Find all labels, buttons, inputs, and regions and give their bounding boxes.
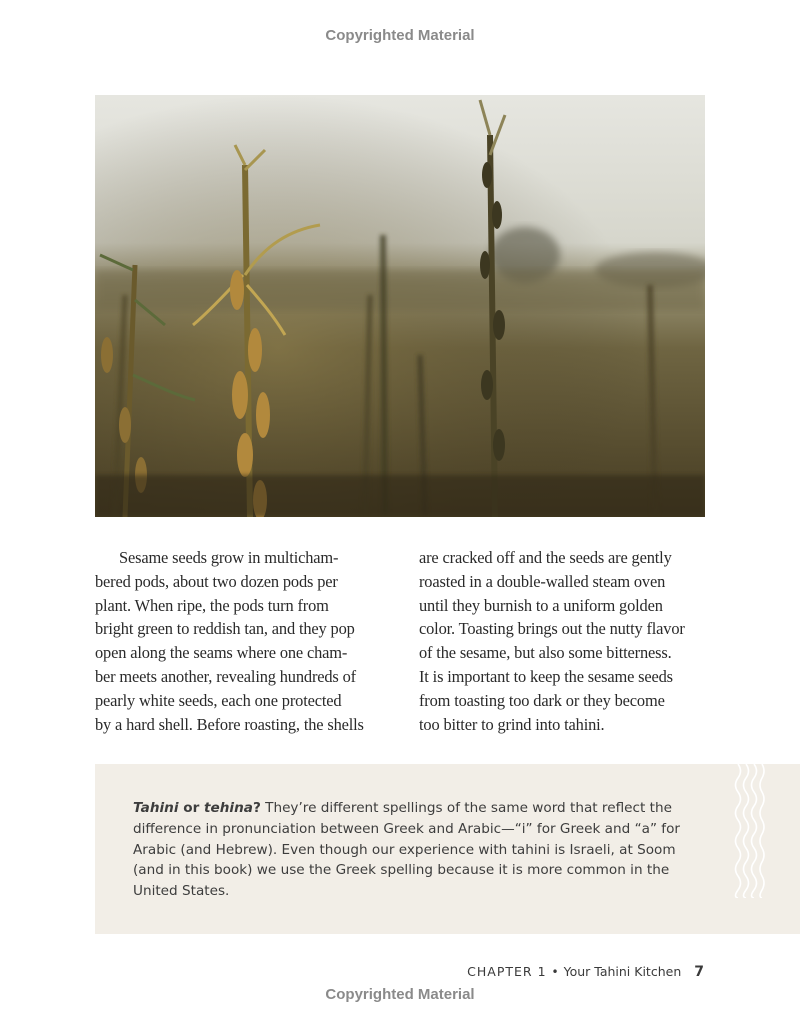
footer-chapter: CHAPTER 1: [467, 964, 547, 979]
body-line: too bitter to grind into tahini.: [419, 714, 605, 734]
body-line: bered pods, about two dozen pods per: [95, 571, 338, 591]
sidebar-term-tehina: tehina: [204, 800, 253, 816]
sidebar-or: or: [178, 800, 205, 816]
sidebar-text: [133, 798, 733, 902]
page-footer: [467, 961, 704, 980]
watermark-bottom: Copyrighted Material: [325, 986, 475, 1003]
sidebar-line: Arabic (and Hebrew). Even though our experience with tahini is Israeli, at Soom: [133, 841, 676, 858]
body-line: color. Toasting brings out the nutty flavor: [419, 619, 685, 639]
sidebar-question-mark: ?: [252, 800, 261, 816]
body-line: ber meets another, revealing hundreds of: [95, 666, 356, 686]
footer-separator: •: [551, 965, 559, 979]
body-line: plant. When ripe, the pods turn from: [95, 595, 329, 615]
body-text-right-column: [419, 546, 701, 736]
wave-lines-icon: [734, 764, 766, 898]
sidebar-line: (and in this book) we use the Greek spelling because it is more common in the: [133, 862, 670, 879]
body-line: of the sesame, but also some bitterness.: [419, 643, 672, 663]
sidebar-line: United States.: [133, 883, 230, 900]
body-text-left-column: [95, 546, 377, 736]
sidebar-box: [95, 764, 800, 934]
body-line: are cracked off and the seeds are gently: [419, 548, 672, 567]
body-line: roasted in a double-walled steam oven: [419, 571, 666, 591]
body-line: from toasting too dark or they become: [419, 690, 665, 710]
sidebar-term-tahini: Tahini: [133, 800, 179, 816]
body-line: pearly white seeds, each one protected: [95, 690, 342, 710]
footer-chapter-title: Your Tahini Kitchen: [563, 964, 682, 979]
sidebar-line-rest: They’re different spellings of the same word that reflect the: [260, 800, 672, 816]
watermark-top: Copyrighted Material: [325, 27, 475, 44]
body-line: open along the seams where one cham-: [95, 643, 348, 663]
page-number: 7: [694, 964, 704, 980]
body-line: until they burnish to a uniform golden: [419, 595, 663, 615]
body-line: Sesame seeds grow in multicham-: [119, 548, 339, 567]
sidebar-line: difference in pronunciation between Greek and Arabic—“i” for Greek and “a” for: [133, 820, 680, 837]
body-line: by a hard shell. Before roasting, the shells: [95, 714, 364, 734]
body-line: bright green to reddish tan, and they pop: [95, 619, 355, 639]
photo-sesame-field: [95, 95, 705, 517]
body-line: It is important to keep the sesame seeds: [419, 666, 673, 686]
sidebar-line: [133, 798, 733, 819]
